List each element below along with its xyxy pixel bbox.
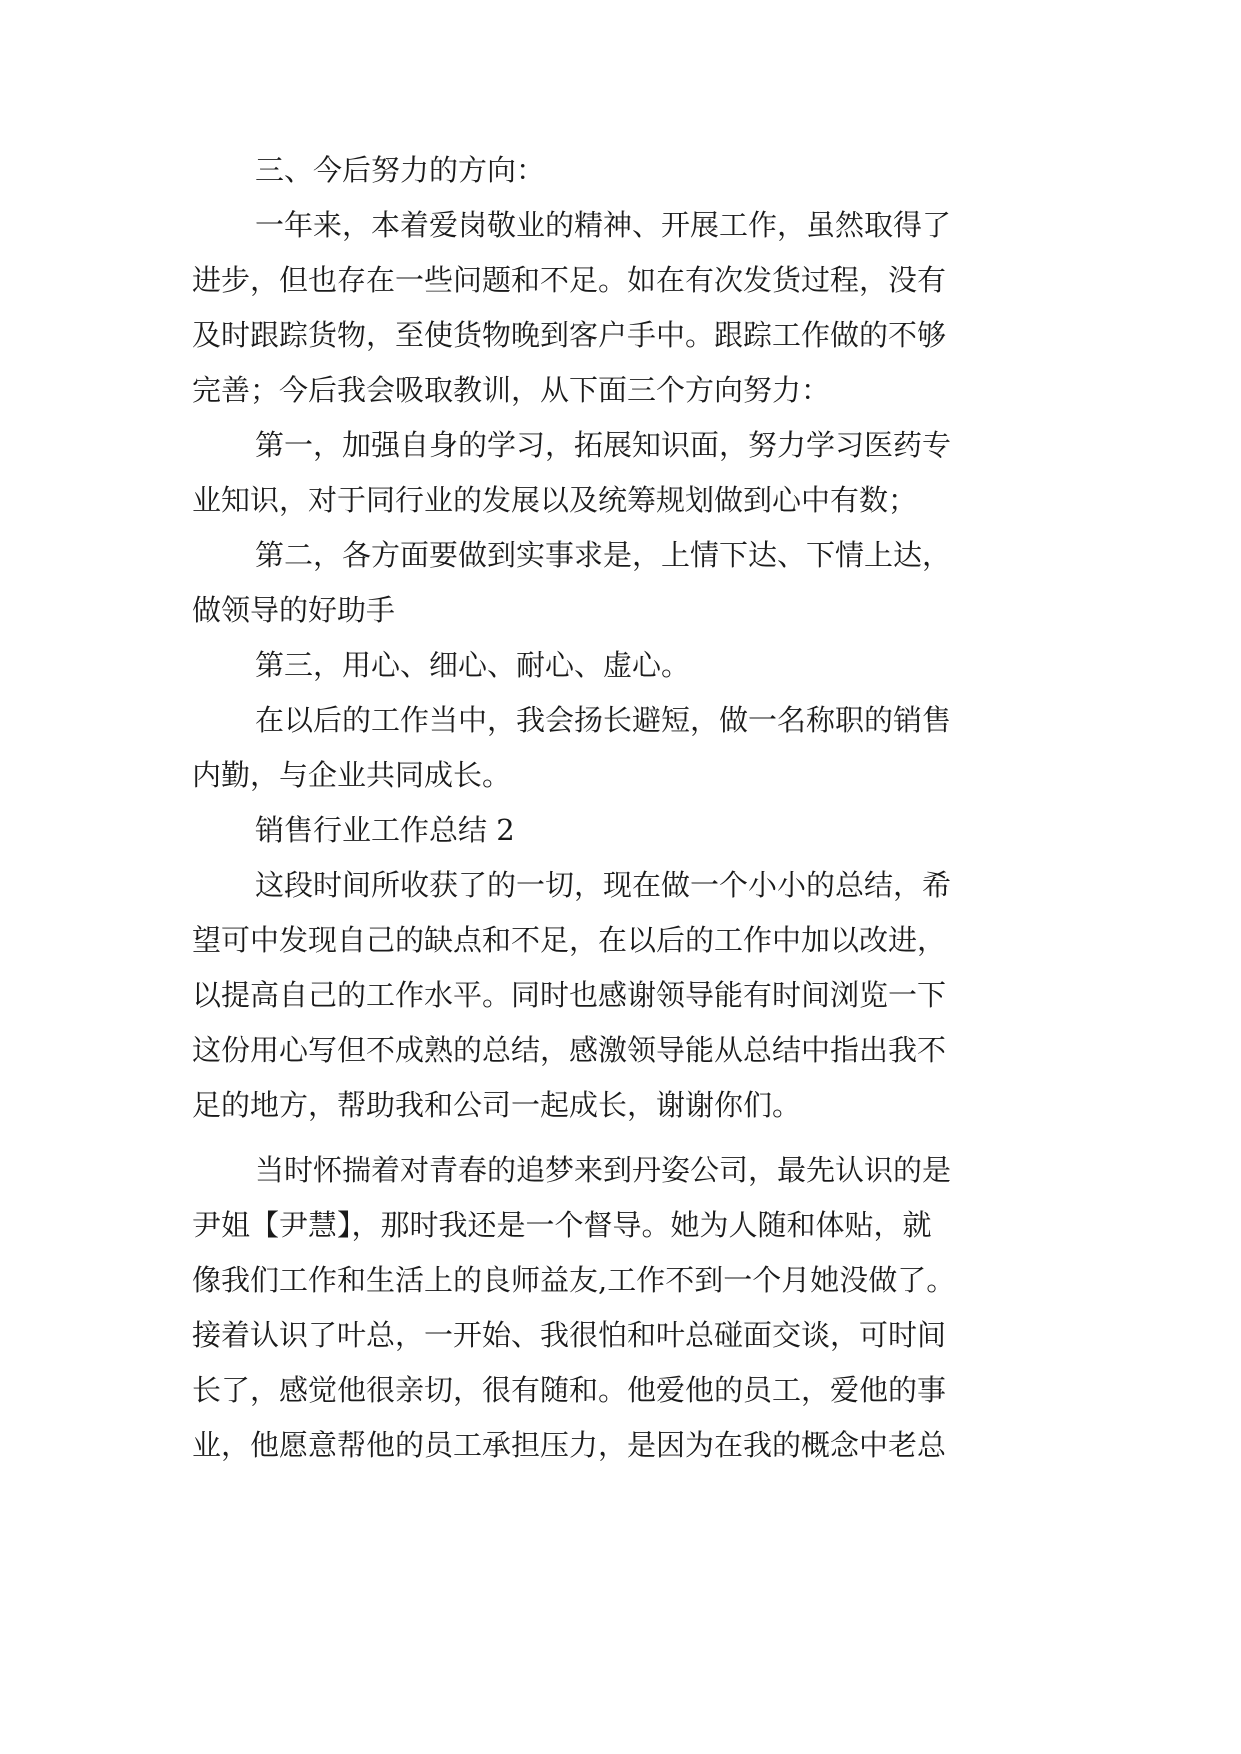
paragraph-line: 第二，各方面要做到实事求是，上情下达、下情上达，: [255, 538, 952, 572]
paragraph-line: 做领导的好助手: [192, 593, 396, 627]
paragraph-line: 像我们工作和生活上的良师益友,工作不到一个月她没做了。: [192, 1263, 956, 1297]
paragraph-line: 接着认识了叶总，一开始、我很怕和叶总碰面交谈，可时间: [192, 1318, 947, 1352]
paragraph-line: 这份用心写但不成熟的总结，感激领导能从总结中指出我不: [192, 1033, 947, 1067]
paragraph-line: 长了，感觉他很亲切，很有随和。他爱他的员工，爱他的事: [192, 1373, 947, 1407]
paragraph-line: 当时怀揣着对青春的追梦来到丹姿公司，最先认识的是: [255, 1153, 952, 1187]
paragraph-line: 进步，但也存在一些问题和不足。如在有次发货过程，没有: [192, 263, 947, 297]
paragraph-line: 业知识，对于同行业的发展以及统筹规划做到心中有数；: [192, 483, 918, 517]
section-title: 销售行业工作总结 2: [255, 813, 515, 847]
paragraph-line: 足的地方，帮助我和公司一起成长，谢谢你们。: [192, 1088, 802, 1122]
paragraph-line: 完善；今后我会吸取教训，从下面三个方向努力：: [192, 373, 831, 407]
paragraph-line: 及时跟踪货物，至使货物晚到客户手中。跟踪工作做的不够: [192, 318, 947, 352]
paragraph-line: 一年来，本着爱岗敬业的精神、开展工作，虽然取得了: [255, 208, 952, 242]
paragraph-line: 内勤，与企业共同成长。: [192, 758, 512, 792]
paragraph-line: 业，他愿意帮他的员工承担压力，是因为在我的概念中老总: [192, 1428, 947, 1462]
paragraph-line: 以提高自己的工作水平。同时也感谢领导能有时间浏览一下: [192, 978, 947, 1012]
paragraph-line: 望可中发现自己的缺点和不足，在以后的工作中加以改进，: [192, 923, 947, 957]
paragraph-line: 在以后的工作当中，我会扬长避短，做一名称职的销售: [255, 703, 952, 737]
paragraph-line: 这段时间所收获了的一切，现在做一个小小的总结，希: [255, 868, 952, 902]
paragraph-line: 第一，加强自身的学习，拓展知识面，努力学习医药专: [255, 428, 952, 462]
paragraph-line: 第三，用心、细心、耐心、虚心。: [255, 648, 691, 682]
paragraph-line: 尹姐【尹慧】，那时我还是一个督导。她为人随和体贴，就: [192, 1208, 932, 1242]
section-heading: 三、今后努力的方向：: [255, 153, 546, 187]
